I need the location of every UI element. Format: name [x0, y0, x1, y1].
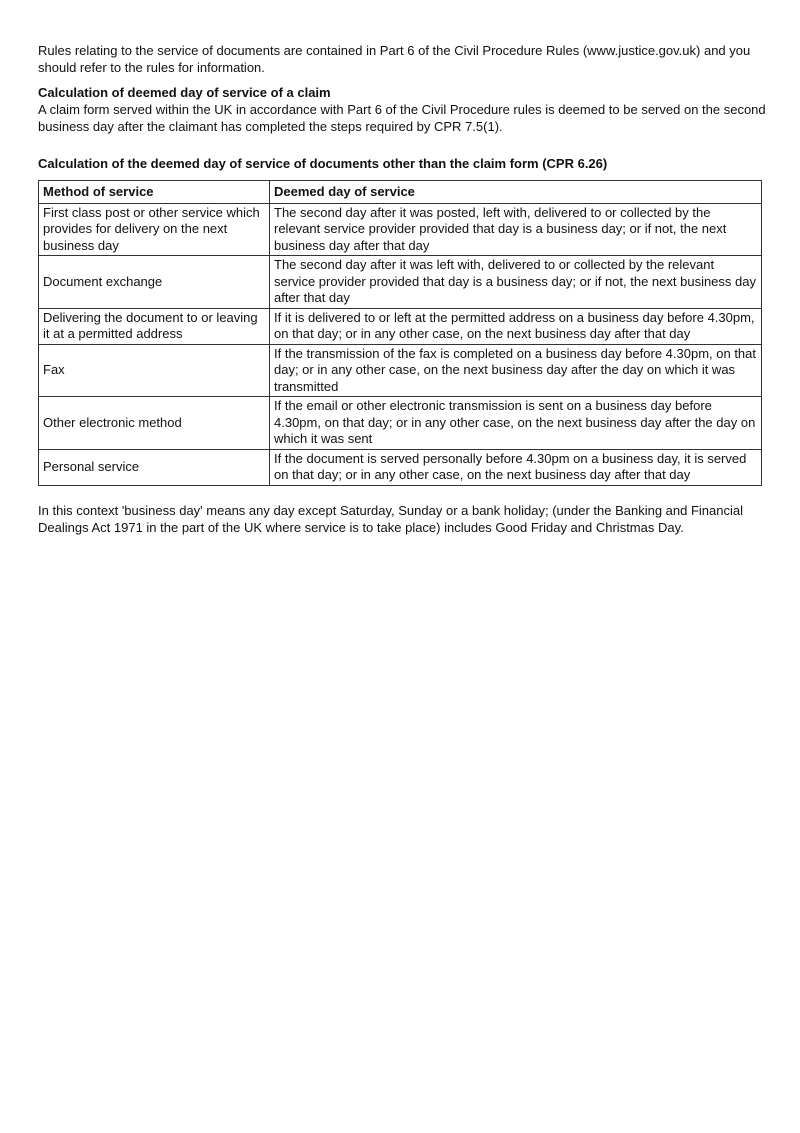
claim-service-paragraph: A claim form served within the UK in accordance with Part 6 of the Civil Procedure rules is deemed to be served on the second business day after the claimant has completed the steps required by CPR 7.5(1).	[38, 102, 766, 134]
deemed-day-cell: If the document is served personally before 4.30pm on a business day, it is served on that day; or in any other case, on the next business day after that day	[270, 449, 762, 485]
deemed-day-cell: If the email or other electronic transmission is sent on a business day before 4.30pm, on that day; or in any other case, on the next business day after the day on which it was sent	[270, 397, 762, 450]
column-header-method: Method of service	[39, 181, 270, 204]
intro-paragraph: Rules relating to the service of documents are contained in Part 6 of the Civil Procedure Rules (www.justice.gov.uk) and you should refer to the rules for information.	[38, 43, 751, 75]
table-row	[39, 203, 762, 256]
business-day-note: In this context 'business day' means any day except Saturday, Sunday or a bank holiday; (under the Banking and Financial Dealings Act 1971 in the part of the UK where service is to take place) includes Good Friday and Christmas Day.	[38, 502, 743, 535]
claim-service-heading: Calculation of deemed day of service of a claim	[38, 85, 331, 100]
table-row	[39, 344, 762, 397]
service-table	[38, 180, 762, 486]
table-row	[39, 308, 762, 344]
method-cell: First class post or other service which provides for delivery on the next business day	[39, 203, 270, 256]
deemed-day-cell: If it is delivered to or left at the permitted address on a business day before 4.30pm, on that day; or in any other case, on the next business day after that day	[270, 308, 762, 344]
method-cell: Other electronic method	[39, 397, 270, 450]
table-row	[39, 397, 762, 450]
table-header-row	[39, 181, 762, 204]
method-cell: Delivering the document to or leaving it at a permitted address	[39, 308, 270, 344]
method-cell: Personal service	[39, 449, 270, 485]
documents-service-heading: Calculation of the deemed day of service of documents other than the claim form (CPR 6.26)	[38, 156, 608, 171]
deemed-day-cell: The second day after it was left with, delivered to or collected by the relevant service provider provided that day is a business day; or if not, the next business day after that day	[270, 256, 762, 309]
table-row	[39, 449, 762, 485]
method-cell: Document exchange	[39, 256, 270, 309]
deemed-day-cell: If the transmission of the fax is completed on a business day before 4.30pm, on that day; or in any other case, on the next business day after the day on which it was transmitted	[270, 344, 762, 397]
method-cell: Fax	[39, 344, 270, 397]
document-page	[38, 42, 766, 549]
table-row	[39, 256, 762, 309]
deemed-day-cell: The second day after it was posted, left with, delivered to or collected by the relevant service provider provided that day is a business day; or if not, the next business day after that day	[270, 203, 762, 256]
column-header-deemed-day: Deemed day of service	[270, 181, 762, 204]
